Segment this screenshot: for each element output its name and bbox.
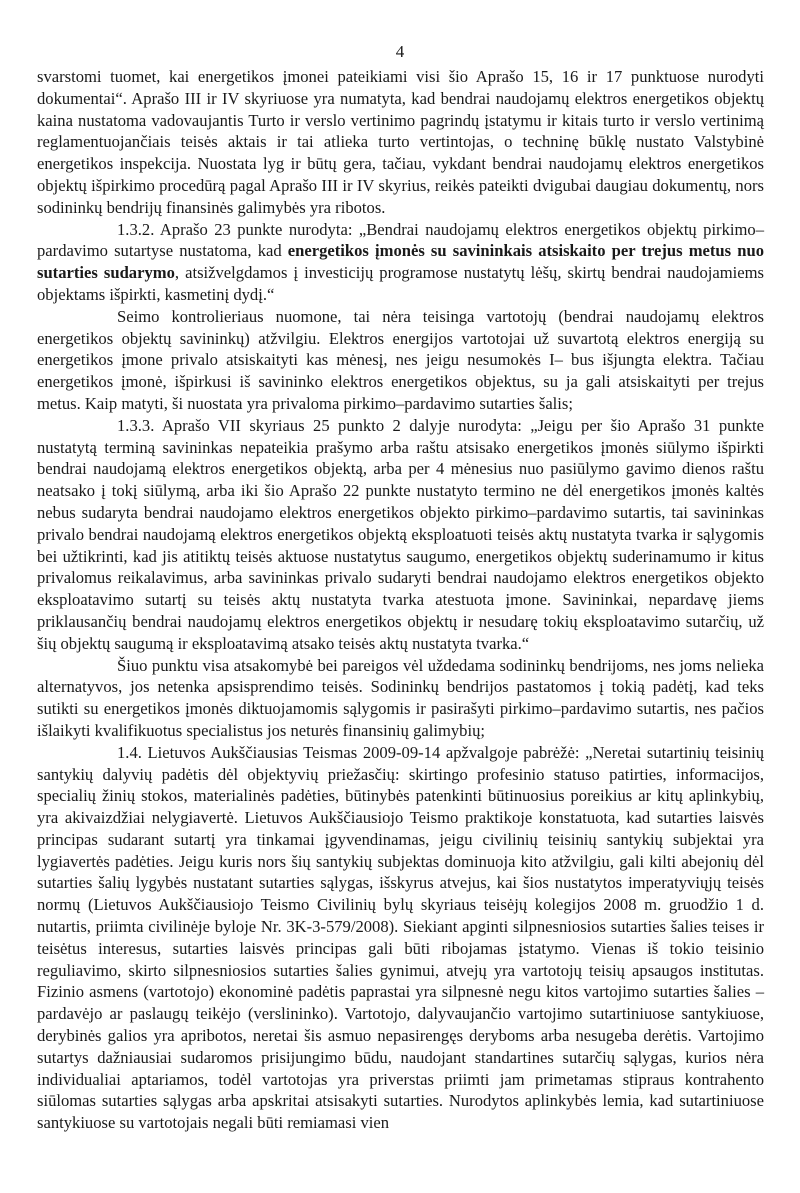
paragraph-responsibility: Šiuo punktu visa atsakomybė bei pareigos vėl uždedama sodininkų bendrijoms, nes joms nelieka alternatyvos, jos netenka apsisprendimo teisės. Sodininkų bendrijos pastatomos į tokią padėtį, kad teks sutikti su energetikos įmonės diktuojamomis sąlygomis ir pasirašyti pirkimo–pardavimo sutartis, nes pačios išlaikyti kvalifikuotus specialistus jos neturės finansinių galimybių; [37, 655, 764, 740]
document-body [37, 66, 764, 1134]
paragraph-1-3-2-bold-text: energetikos įmonės su savininkais atsiskaito per trejus metus nuo sutarties sudarymo [37, 241, 764, 283]
paragraph-continuation: svarstomi tuomet, kai energetikos įmonei pateikiami visi šio Aprašo 15, 16 ir 17 punktuose nurodyti dokumentai“. Aprašo III ir IV skyriuose yra numatyta, kad bendrai naudojamų elektros energetikos objektų kaina nustatoma vadovaujantis Turto ir verslo vertinimo pagrindų įstatymu ir kitais turto ir verslo vertinimą reglamentuojančiais teisės aktais ir tai atlieka turto vertintojas, o techninę būklę nustato Valstybinė energetikos inspekcija. Nuostata lyg ir būtų gera, tačiau, vykdant bendrai naudojamų elektros energetikos objektų išpirkimo procedūrą pagal Aprašo III ir IV skyrius, reikės pateikti dvigubai daugiau dokumentų, nors sodininkų bendrijų finansinės galimybės yra ribotos. [37, 67, 764, 217]
paragraph-1-3-2-text: 1.3.2. Aprašo 23 punkte nurodyta: „Bendrai naudojamų elektros energetikos objektų pirkimo–pardavimo sutartyse nustatoma, kad [37, 219, 764, 261]
paragraph-1-4: 1.4. Lietuvos Aukščiausias Teismas 2009-09-14 apžvalgoje pabrėžė: „Neretai sutartinių teisinių santykių dalyvių padėtis dėl objektyvių priežasčių: skirtingo profesinio statuso patirties, informacijos, specialių žinių stokos, materialinės padėties, būtinybės patenkinti būtinuosius poreikius ar kitų aplinkybių, yra akivaizdžiai nelygiavertė. Lietuvos Aukščiausiojo Teismo praktikoje konstatuota, kad sutarties laisvės principas sudarant sutartį yra tinkamai įgyvendinamas, jeigu civilinių teisinių santykių subjektai yra lygiavertės padėties. Jeigu kuris nors šių santykių subjektas dominuoja kito atžvilgiu, gali kilti abejonių dėl sutarties šalių lygybės nustatant sutarties sąlygas, išskyrus atvejus, kai šios nustatytos imperatyviųjų teisės normų (Lietuvos Aukščiausiojo Teismo Civilinių bylų skyriaus teisėjų kolegijos 2008 m. gruodžio 1 d. nutartis, priimta civilinėje byloje Nr. 3K-3-579/2008). Siekiant apginti silpnesniosios sutarties šalies teises ir teisėtus interesus, sutarties laisvės principas gali būti ribojamas įstatymo. Vienas iš tokio teisinio reguliavimo, skirto silpnesniosios sutarties šalies gynimui, atvejų yra vartotojų teisių apsaugos institutas. Fizinio asmens (vartotojo) ekonominė padėtis paprastai yra silpnesnė negu kitos vartojimo sutarties šalies – pardavėjo ar paslaugų teikėjo (verslininko). Vartotojo, dalyvaujančio vartojimo sutartiniuose santykiuose, derybinės galios yra apribotos, neretai šis asmuo nepasirengęs deryboms arba nesugeba derėtis. Vartojimo sutartys dažniausiai sudaromos prisijungimo būdu, naudojant standartines sutarčių sąlygas, kurios nėra individualiai aptariamos, todėl vartotojas yra priverstas priimti jam primetamas stipraus kontrahento siūlomas sutarties sąlygas arba apskritai atsisakyti sutarties. Nurodytos aplinkybės lemia, kad sutartiniuose santykiuose su vartotojais negali būti remiamasi vien [37, 742, 764, 1133]
paragraph-1-3-2-text-end: , atsižvelgdamos į investicijų programose nustatytų lėšų, skirtų bendrai naudojamiems objektams išpirkti, kasmetinį dydį.“ [37, 263, 764, 304]
paragraph-ombudsman-opinion: Seimo kontrolieriaus nuomone, tai nėra teisinga vartotojų (bendrai naudojamų elektros energetikos objektų savininkų) atžvilgiu. Elektros energijos vartotojai už suvartotą elektros energiją su energetikos įmone privalo atsiskaityti kas mėnesį, nes jeigu nesumokės I– bus išjungta elektra. Tačiau energetikos įmonė, išpirkusi iš savininko elektros energetikos objektus, su ja gali atsiskaityti per trejus metus. Kaip matyti, ši nuostata yra privaloma pirkimo–pardavimo sutarties šalis; [37, 306, 764, 413]
page-number: 4 [395, 42, 405, 61]
paragraph-1-3-2 [37, 219, 764, 306]
paragraph-1-3-3: 1.3.3. Aprašo VII skyriaus 25 punkto 2 dalyje nurodyta: „Jeigu per šio Aprašo 31 punkte nustatytą terminą savininkas nepateikia prašymo arba raštu atsisako energetikos įmonės siūlymo išpirkti bendrai naudojamą elektros energetikos objektą, arba per 4 mėnesius nuo pasiūlymo gavimo dienos raštu neatsako į tokį siūlymą, arba iki šio Aprašo 22 punkte nustatyto termino ne dėl energetikos įmonės kaltės nebus sudaryta bendrai naudojamo elektros energetikos objekto pirkimo–pardavimo sutartis, tai savininkas privalo bendrai naudojamą elektros energetikos objektą eksploatuoti teisės aktų nustatyta tvarka ir sąlygomis bei užtikrinti, kad jis atitiktų teisės aktuose nustatytus saugumo, energetikos objektų suderinamumo ir kitus privalomus reikalavimus, arba savininkas privalo sudaryti bendrai naudojamo elektros energetikos objekto eksploatavimo sutartį su teisės aktų nustatyta tvarka atestuota įmone. Savininkai, nepardavę jiems priklausančių bendrai naudojamų elektros energetikos objektų ir nesudarę tokių eksploatavimo sutarčių, už šių objektų saugumą ir eksploatavimą atsako teisės aktų nustatyta tvarka.“ [37, 415, 764, 653]
